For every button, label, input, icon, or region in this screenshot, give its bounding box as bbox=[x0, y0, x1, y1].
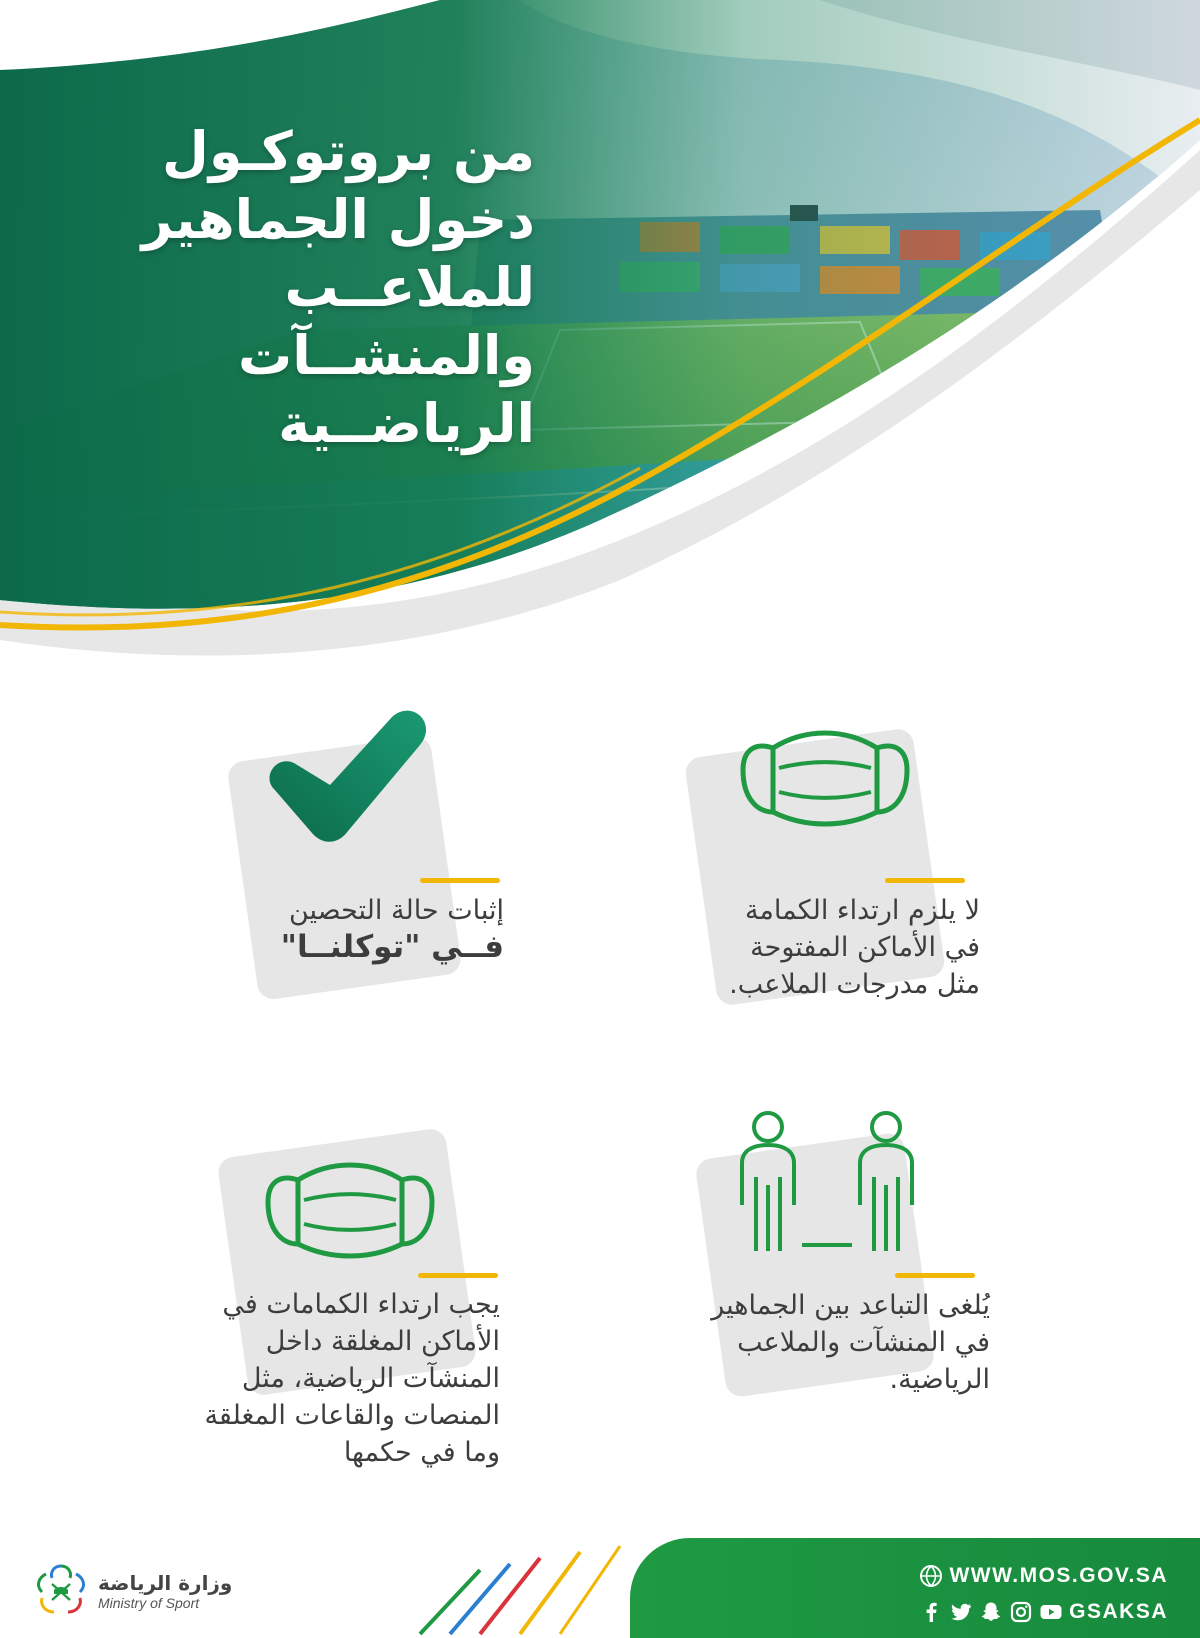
instagram-icon[interactable] bbox=[1009, 1600, 1033, 1624]
checkmark-icon bbox=[260, 705, 430, 855]
info-card-distancing bbox=[660, 1105, 1000, 1405]
youtube-icon[interactable] bbox=[1039, 1600, 1063, 1624]
website-text: WWW.MOS.GOV.SA bbox=[949, 1564, 1168, 1587]
social-links bbox=[919, 1600, 1168, 1624]
social-handle: GSAKSA bbox=[1069, 1600, 1168, 1623]
accent-bar bbox=[420, 878, 500, 883]
info-card-mask-open bbox=[680, 720, 1000, 1010]
facebook-icon[interactable] bbox=[919, 1600, 943, 1624]
logo-english-name: Ministry of Sport bbox=[98, 1595, 200, 1611]
title-line: والمنشــآت bbox=[238, 324, 535, 387]
logo-arabic-name: وزارة الرياضة bbox=[98, 1571, 233, 1595]
card-text: يجب ارتداء الكمامات في الأماكن المغلقة داخل المنشآت الرياضية، مثل المنصات والقاعات المغلقة وما في حكمها bbox=[204, 1289, 500, 1468]
snapchat-icon[interactable] bbox=[979, 1600, 1003, 1624]
ministry-emblem-icon bbox=[32, 1560, 90, 1622]
title-line: الرياضــية bbox=[278, 392, 535, 455]
footer bbox=[0, 1530, 1200, 1638]
ministry-logo[interactable] bbox=[32, 1560, 232, 1622]
accent-bar bbox=[885, 878, 965, 883]
tawakkalna-label: فــي "توكلنــا" bbox=[280, 929, 504, 965]
page-title bbox=[115, 118, 535, 458]
face-mask-icon bbox=[735, 720, 915, 850]
twitter-icon[interactable] bbox=[949, 1600, 973, 1624]
social-distance-icon bbox=[730, 1105, 930, 1255]
globe-icon bbox=[919, 1564, 943, 1588]
website-link[interactable] bbox=[919, 1564, 1168, 1588]
card-text: لا يلزم ارتداء الكمامة في الأماكن المفتوحة مثل مدرجات الملاعب. bbox=[729, 895, 980, 1000]
face-mask-icon bbox=[260, 1152, 440, 1282]
title-line: دخول الجماهير bbox=[141, 188, 535, 251]
accent-bar bbox=[895, 1273, 975, 1278]
accent-bar bbox=[418, 1273, 498, 1278]
card-text: إثبات حالة التحصين فــي "توكلنــا" bbox=[280, 895, 504, 965]
info-card-mask-closed bbox=[160, 1120, 540, 1490]
title-line: من بروتوكـول bbox=[162, 120, 535, 183]
info-card-vaccination bbox=[220, 700, 540, 1010]
card-text: يُلغى التباعد بين الجماهير في المنشآت والملاعب الرياضية. bbox=[711, 1290, 990, 1395]
title-line: للملاعــب bbox=[284, 256, 535, 319]
decorative-stripes bbox=[410, 1530, 630, 1638]
